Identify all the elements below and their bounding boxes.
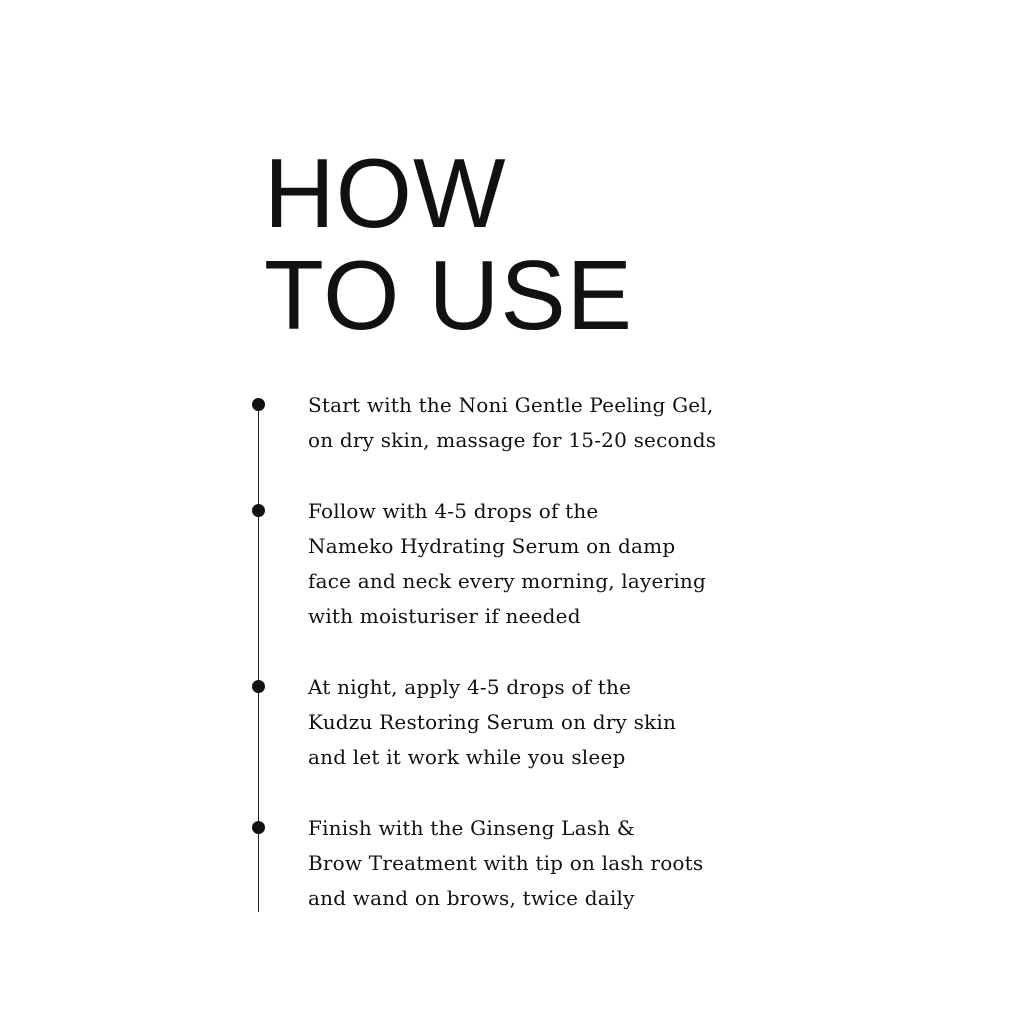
step-2-bullet	[252, 504, 265, 517]
step-1-line-2: on dry skin, massage for 15-20 seconds	[308, 428, 717, 452]
step-1-text	[308, 388, 828, 458]
step-4-line-2: Brow Treatment with tip on lash roots	[308, 851, 704, 875]
step-4	[308, 811, 828, 916]
step-1-line-1: Start with the Noni Gentle Peeling Gel,	[308, 393, 714, 417]
step-2-line-3: face and neck every morning, layering	[308, 569, 707, 593]
step-3-line-1: At night, apply 4-5 drops of the	[308, 675, 632, 699]
step-4-line-1: Finish with the Ginseng Lash &	[308, 816, 635, 840]
step-2-text	[308, 494, 828, 634]
page-title-line-2: TO USE	[264, 240, 634, 350]
step-3-text	[308, 670, 828, 775]
page-title	[264, 138, 634, 350]
page-title-line-1: HOW	[264, 138, 507, 248]
step-4-text	[308, 811, 828, 916]
step-4-line-3: and wand on brows, twice daily	[308, 886, 635, 910]
step-3-line-2: Kudzu Restoring Serum on dry skin	[308, 710, 677, 734]
step-4-bullet	[252, 821, 265, 834]
step-1	[308, 388, 828, 458]
step-1-bullet	[252, 398, 265, 411]
step-2-line-1: Follow with 4-5 drops of the	[308, 499, 599, 523]
step-2-line-2: Nameko Hydrating Serum on damp	[308, 534, 676, 558]
step-3-line-3: and let it work while you sleep	[308, 745, 626, 769]
step-2-line-4: with moisturiser if needed	[308, 604, 581, 628]
step-3	[308, 670, 828, 775]
timeline-line	[258, 404, 259, 912]
step-3-bullet	[252, 680, 265, 693]
step-2	[308, 494, 828, 634]
